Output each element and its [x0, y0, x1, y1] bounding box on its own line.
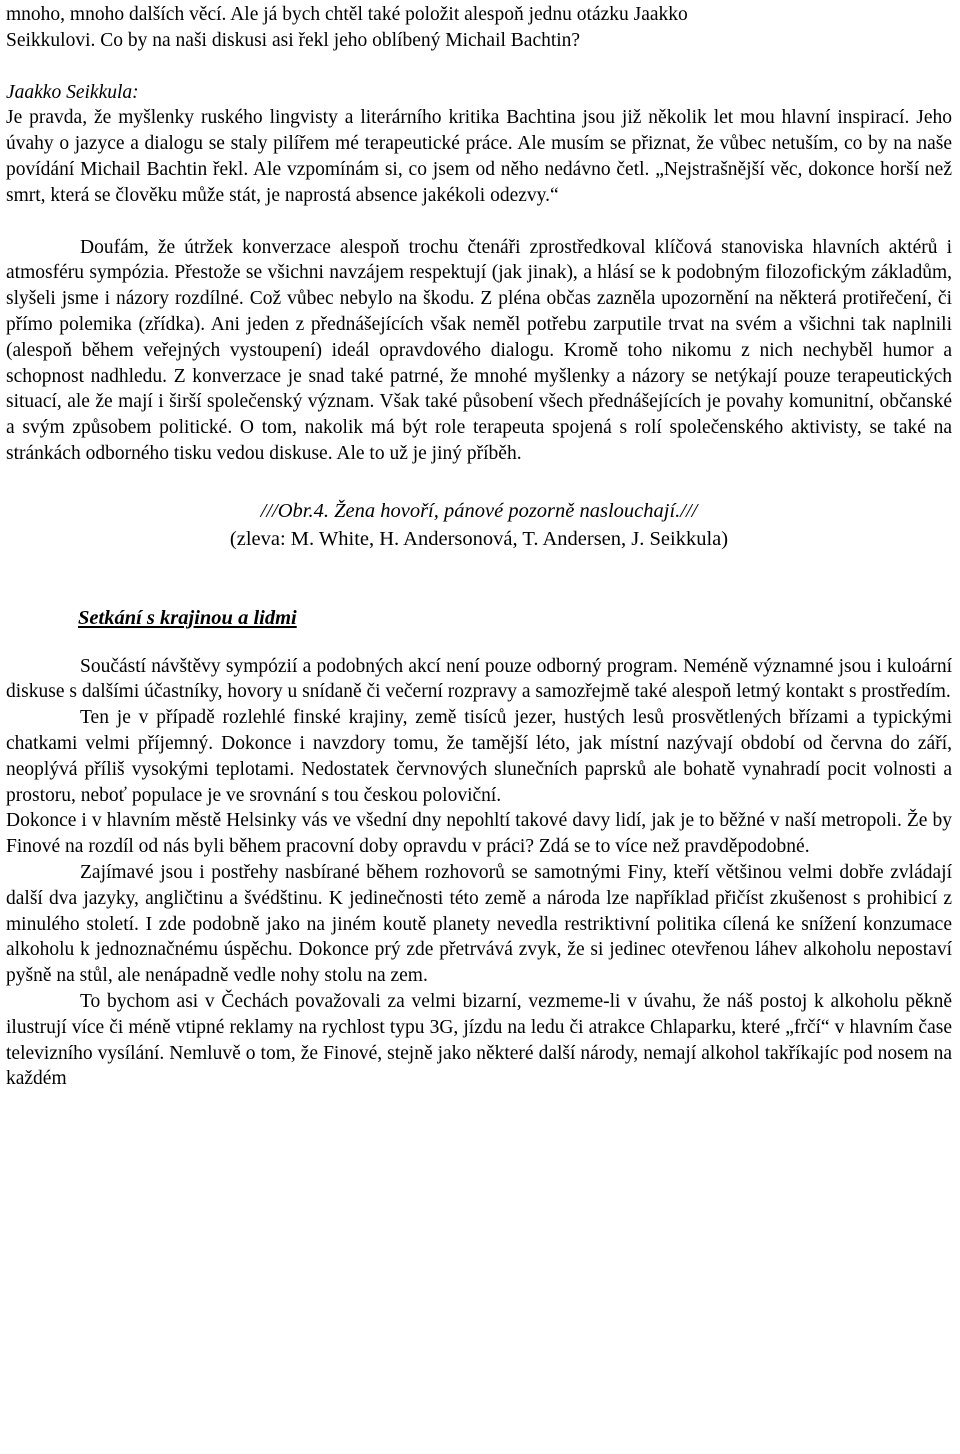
speaker-name: Jaakko Seikkula:	[6, 81, 139, 103]
section-paragraph: Součástí návštěvy sympózií a podobných akcí není pouze odborný program. Neméně významné jsou i kuloární diskuse s dalšími účastníky, hovory u snídaně či večerní rozpravy a samozřejmě také alespoň letmý kontakt s prostředím.	[6, 655, 952, 703]
figure-credits: (zleva: M. White, H. Andersonová, T. Andersen, J. Seikkula)	[229, 527, 729, 550]
section-paragraph: Zajímavé jsou i postřehy nasbírané během rozhovorů se samotnými Finy, kteří většinou velmi dobře zvládají další dva jazyky, angličtinu a švédštinu. K jedinečnosti této země a národa lze například přičíst zkušenost s prohibicí z minulého století. I zde podobně jako na jiném koutě planety nevedla restriktivní politika cílená ke snížení konzumace alkoholu k jednoznačnému úspěchu. Dokonce prý zde přetrvává zvyk, že si jedinec otevřenou láhev alkoholu nepostaví pyšně na stůl, ale nenápadně vedle nohy stolu na zem.	[6, 861, 952, 987]
figure-caption: ///Obr.4. Žena hovoří, pánové pozorně naslouchají.///	[260, 499, 698, 522]
summary-paragraph: Doufám, že útržek konverzace alespoň trochu čtenáři zprostředkoval klíčová stanoviska hlavních aktérů i atmosféru sympózia. Přestože se všichni navzájem respektují (jak jinak), a hlásí se k podobným filozofickým základům, slyšeli jsme i názory rozdílné. Což vůbec nebylo na škodu. Z pléna občas zazněla upozornění na některá protiřečení, či přímo polemika (zřídka). Ani jeden z přednášejících však neměl potřebu zarputile trvat na svém a všichni tak naplnili (alespoň během veřejných vystoupení) ideál opravdového dialogu. Kromě toho nikomu z nich nechyběl humor a schopnost nadhledu. Z konverzace je snad také patrné, že mnohé myšlenky a názory se netýkají pouze terapeutických situací, ale že mají i širší společenský význam. Však také působení všech přednášejících je povahy komunitní, občanské a svým způsobem politické. O tom, nakolik má být role terapeuta spojená s rolí společenského aktivisty, se také na stránkách odborného tisku vedou diskuse. Ale to už je jiný příběh.	[6, 236, 952, 464]
section-paragraph: Dokonce i v hlavním městě Helsinky vás ve všední dny nepohltí takové davy lidí, jak je to běžné v naší metropoli. Že by Finové na rozdíl od nás byli během pracovní doby opravdu v práci? Zdá se to více než pravděpodobné.	[6, 810, 952, 858]
section-paragraph: To bychom asi v Čechách považovali za velmi bizarní, vezmeme-li v úvahu, že náš postoj k alkoholu pěkně ilustrují více či méně vtipné reklamy na rychlost typu 3G, jízdu na ledu či atrakce Chlaparku, které „frčí“ v hlavním čase televizního vysílání. Nemluvě o tom, že Finové, stejně jako některé další národy, nemají alkohol takříkajíc pod nosem na každém	[6, 990, 952, 1090]
figure-caption-block	[6, 497, 952, 553]
spacer	[6, 209, 952, 235]
interview-intro-line-2: Seikkulovi. Co by na naši diskusi asi řekl jeho oblíbený Michail Bachtin?	[6, 29, 581, 51]
section-title: Setkání s krajinou a lidmi	[78, 606, 297, 629]
speaker-answer: Je pravda, že myšlenky ruského lingvisty a literárního kritika Bachtina jsou již několik let mou hlavní inspirací. Jeho úvahy o jazyce a dialogu se staly pilířem mé terapeutické práce. Ale musím se přiznat, že vůbec netuším, co by na naše povídání Michail Bachtin řekl. Ale vzpomínám si, co jsem od něho nedávno četl. „Nejstrašnější věc, dokonce horší než smrt, která se člověku může stát, je naprostá absence jakékoli odezvy.“	[6, 107, 952, 206]
section-paragraph: Ten je v případě rozlehlé finské krajiny, země tisíců jezer, hustých lesů prosvětlených břízami a typickými chatkami velmi příjemný. Dokonce i navzdory tomu, že tamější léto, jak místní nazývají období od června do září, neoplývá příliš vysokými teplotami. Nedostatek červnových slunečních paprsků ale bohatě vynahradí pocit volnosti a prostoru, neboť populace je ve srovnání s tou českou poloviční.	[6, 707, 952, 806]
interview-intro-line-1: mnoho, mnoho dalších věcí. Ale já bych chtěl také položit alespoň jednu otázku Jaakko	[6, 4, 688, 25]
spacer	[6, 54, 952, 80]
